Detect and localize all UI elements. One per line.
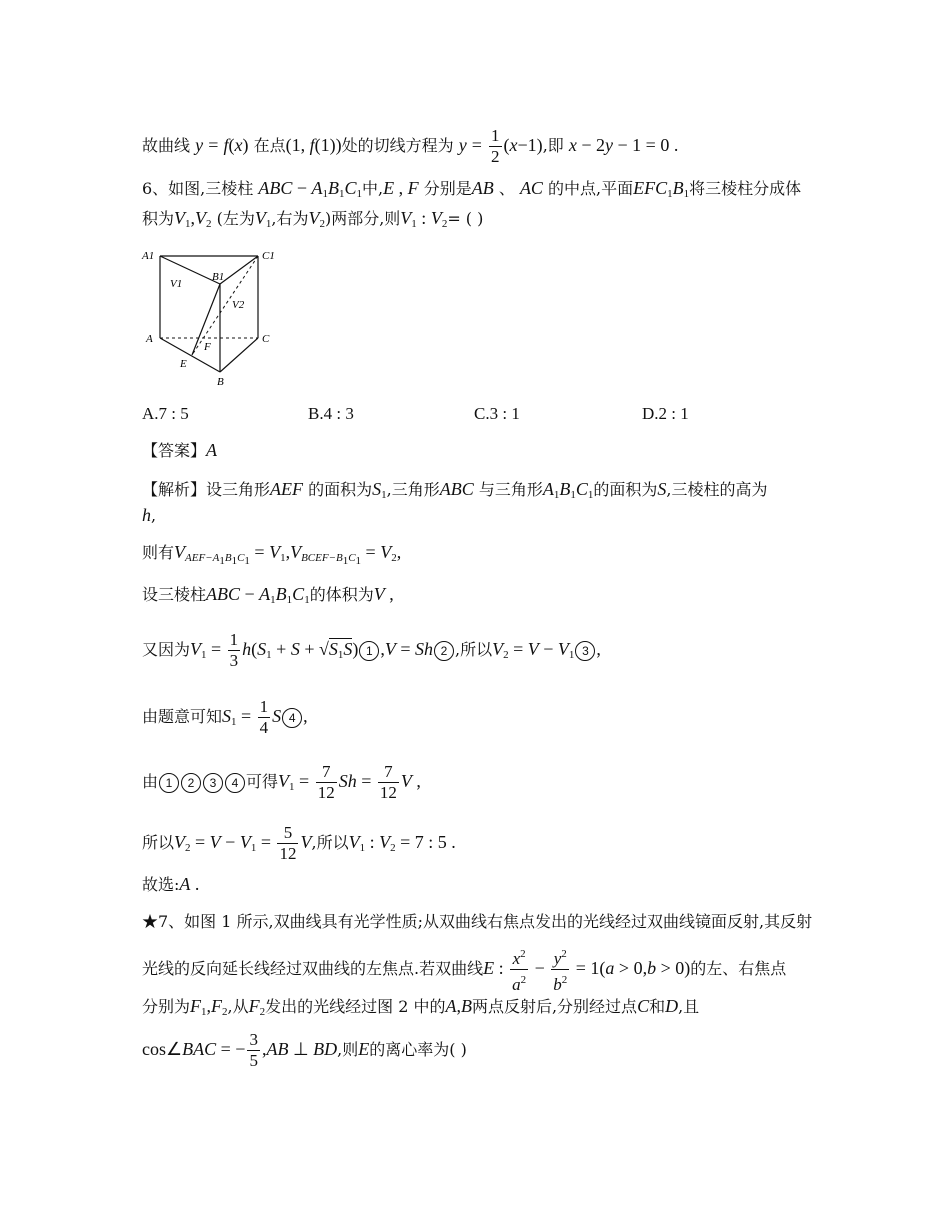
- label-A: A: [146, 333, 153, 345]
- analysis-line-6: 由题意可知$S_1$ = $\frac{1}{4}$ S 4 ,: [142, 697, 308, 737]
- label-B1: B1: [212, 271, 225, 283]
- analysis-line-1: 【解析】设三角形AEF 的面积为$S_1$,三角形ABC 与三角形$A_1B_1C_1$的面积为S,三棱柱的高为: [142, 479, 768, 501]
- analysis-line-3: 则有$V_{AEF-A_1B_1C_1} = V_1,V_{BCEF-B_1C_1} = V_2$,: [142, 542, 402, 567]
- question-6-stem: 6、如图,三棱柱 ABC − $A_1B_1C_1$中,E , F 分别是AB 、 AC 的中点,平面$EFC_1B_1$将三棱柱分成体: [142, 178, 802, 200]
- analysis-line-2: h,: [142, 505, 157, 525]
- label-F: F: [204, 341, 211, 353]
- label-B: B: [217, 376, 224, 388]
- choice-a[interactable]: A.7 : 5: [142, 404, 189, 423]
- label-E: E: [180, 358, 187, 370]
- question-7-line-2: 光线的反向延长线经过双曲线的左焦点.若双曲线E : $\frac{x^2}{a^2}$ − $\frac{y^2}{b^2}$ = 1(a > 0,b > 0)的左、右焦点: [142, 944, 820, 995]
- analysis-line-8: 所以$V_2 = V - V_1$ = $\frac{5}{12}$ V,所以$V_1$ : $V_2 = 7$ : 5 .: [142, 823, 456, 863]
- label-V1: V1: [170, 278, 183, 290]
- label-C: C: [262, 333, 270, 345]
- answer-line: 【答案】A: [142, 440, 218, 460]
- choice-c[interactable]: C.3 : 1: [474, 404, 520, 423]
- label-A1: A1: [142, 250, 155, 262]
- question-7-line-1: ★7、如图 1 所示,双曲线具有光学性质;从双曲线右焦点发出的光线经过双曲线镜面反射,其反射: [142, 912, 813, 931]
- prism-figure: [140, 240, 290, 390]
- label-V2: V2: [232, 299, 245, 311]
- choice-d[interactable]: D.2 : 1: [642, 404, 689, 423]
- tangent-line-conclusion: 故曲线 y = f(x) 在点(1, f(1))处的切线方程为 y = $\frac{1}{2}$ (x−1),即 x − 2y − 1 = 0 .: [142, 126, 679, 166]
- analysis-line-5: 又因为$V_1$ = $\frac{1}{3}$ $h(S_1 + S + √S_1S)$ 1 ,V = Sh 2 ,所以$V_2 = V - V_1$ 3 ,: [142, 630, 601, 670]
- label-C1: C1: [262, 250, 275, 262]
- question-6-stem-2: 积为$V_1,V_2$ (左为$V_1$,右为$V_2$)两部分,则$V_1$ : $V_2=$ ( ): [142, 208, 484, 230]
- analysis-choose: 故选:A .: [142, 874, 200, 894]
- choice-b[interactable]: B.4 : 3: [308, 404, 354, 423]
- question-7-line-4: cos∠BAC = − $\frac{3}{5}$ ,AB ⊥ BD,则E的离心率为( ): [142, 1030, 467, 1070]
- analysis-line-7: 由 1 2 3 4 可得$V_1$ = $\frac{7}{12}$ Sh = $\frac{7}{12}$ V ,: [142, 762, 421, 802]
- question-7-line-3: 分别为$F_1,F_2$,从$F_2$发出的光线经过图 2 中的A,B两点反射后,分别经过点C和D,且: [142, 996, 700, 1018]
- analysis-line-4: 设三棱柱ABC − $A_1B_1C_1$的体积为V ,: [142, 584, 394, 606]
